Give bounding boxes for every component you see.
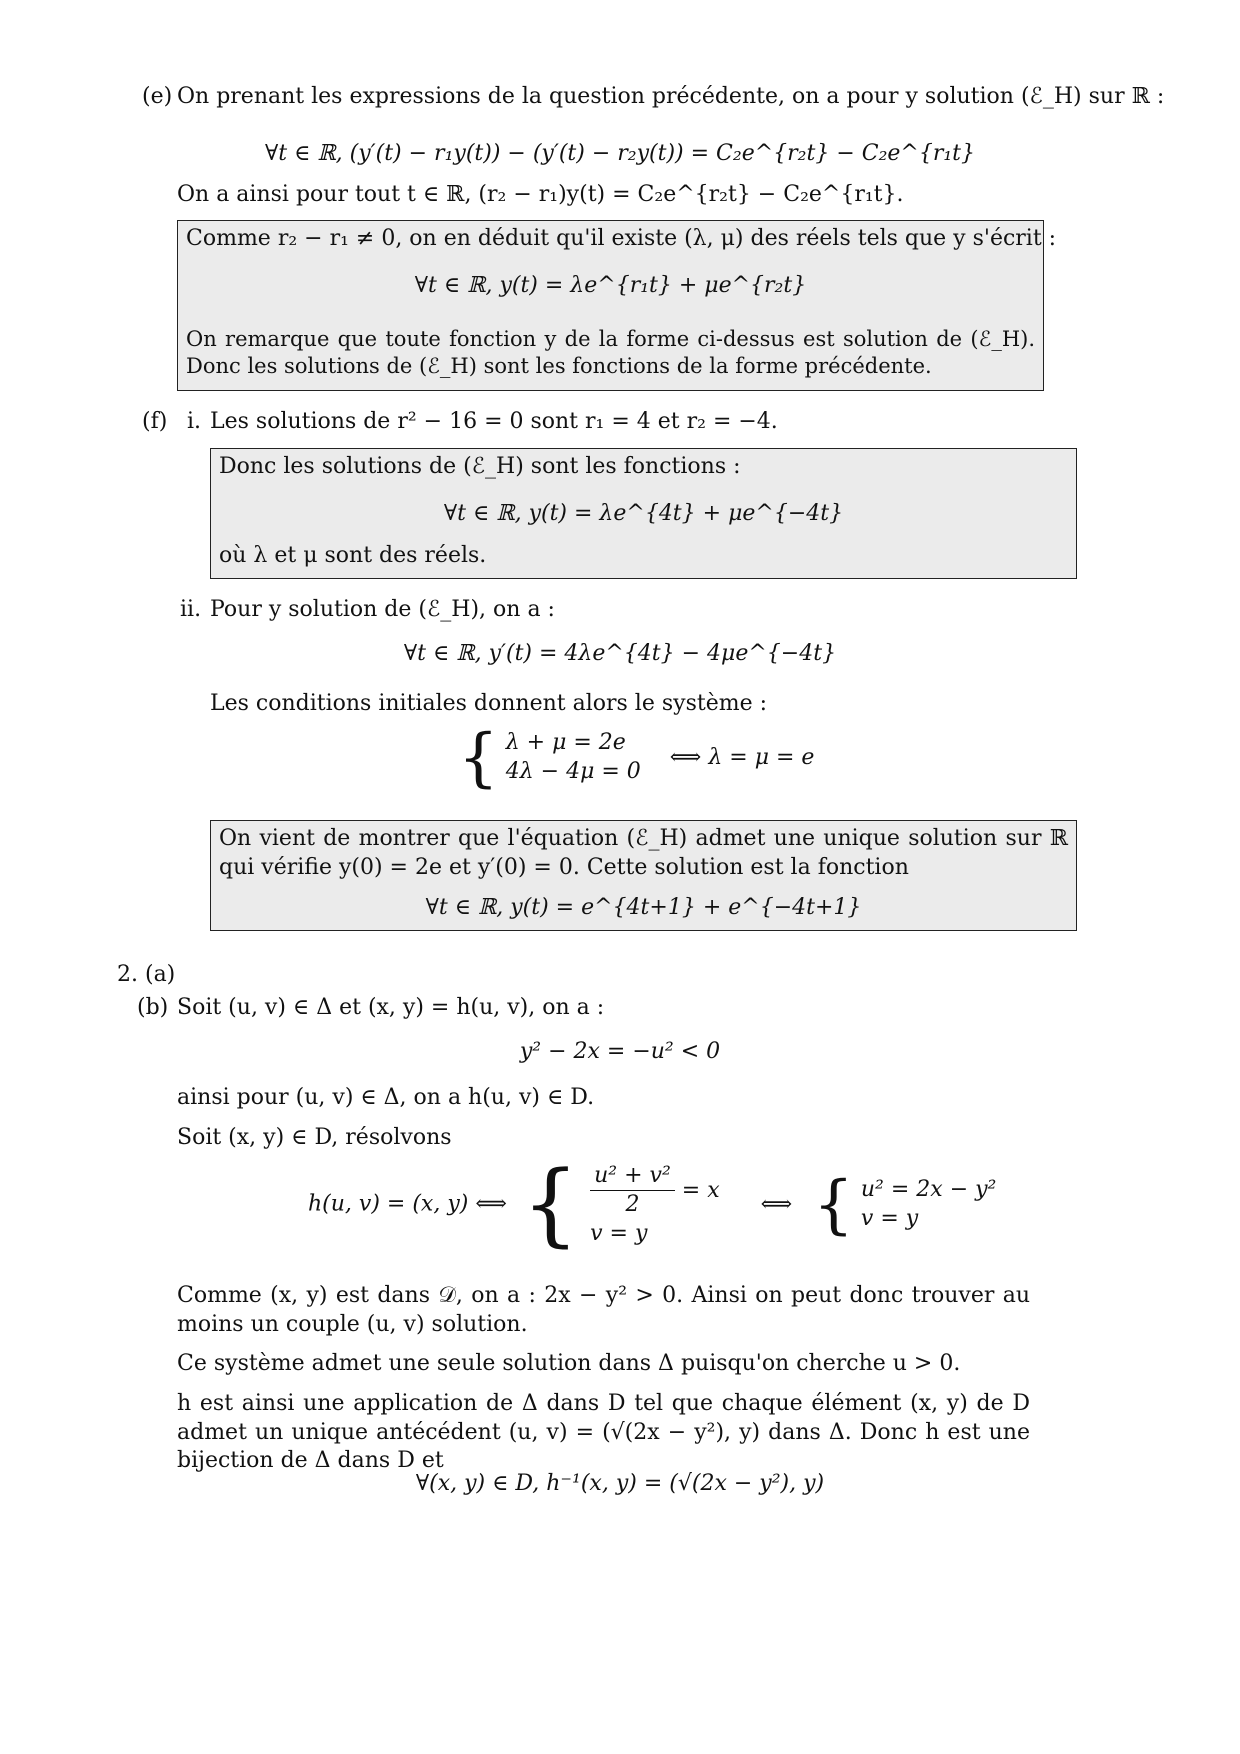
- e-box-line-1: Comme r₂ − r₁ ≠ 0, on en déduit qu'il existe (λ, μ) des réels tels que y s'écrit :: [186, 226, 1057, 251]
- f-ii-conditions: Les conditions initiales donnent alors le système :: [210, 691, 768, 716]
- f-i-result-box: [210, 448, 1077, 579]
- left-brace-icon: {: [521, 1152, 580, 1257]
- fraction-equals-x: = x: [681, 1177, 720, 1203]
- e-line-2: On a ainsi pour tout t ∈ ℝ, (r₂ − r₁)y(t) = C₂e^{r₂t} − C₂e^{r₁t}.: [177, 182, 904, 207]
- system-line-2: 4λ − 4μ = 0: [505, 759, 641, 784]
- e-box-conclusion: On remarque que toute fonction y de la forme ci-dessus est solution de (ℰ_H). Donc les solutions de (ℰ_H) sont les fonctions de la forme précédente.: [186, 327, 1035, 379]
- item-label-2a: 2. (a): [117, 962, 176, 987]
- e-result-box: [177, 220, 1057, 391]
- f-i-text: Les solutions de r² − 16 = 0 sont r₁ = 4 et r₂ = −4.: [210, 409, 778, 434]
- system-line-1: λ + μ = 2e: [505, 730, 626, 756]
- system-v-line: v = y: [590, 1220, 648, 1246]
- b-equation-1: y² − 2x = −u² < 0: [519, 1039, 721, 1064]
- e-equation-1: ∀t ∈ ℝ, (y′(t) − r₁y(t)) − (y′(t) − r₂y(t)) = C₂e^{r₂t} − C₂e^{r₁t}: [264, 141, 976, 166]
- f-ii-box-equation: ∀t ∈ ℝ, y(t) = e^{4t+1} + e^{−4t+1}: [425, 895, 862, 921]
- item-label-e: (e): [142, 84, 173, 109]
- subitem-label-ii: ii.: [180, 597, 202, 622]
- f-i-box-equation: ∀t ∈ ℝ, y(t) = λe^{4t} + μe^{−4t}: [443, 500, 844, 526]
- b-final-equation: ∀(x, y) ∈ D, h⁻¹(x, y) = (√(2x − y²), y): [415, 1471, 825, 1496]
- system-right-line-1: u² = 2x − y²: [860, 1177, 997, 1203]
- fraction-numerator: u² + v²: [590, 1162, 675, 1192]
- f-i-box-line-2: où λ et μ sont des réels.: [219, 543, 487, 569]
- subitem-label-i: i.: [187, 409, 202, 434]
- f-ii-box-text: On vient de montrer que l'équation (ℰ_H) admet une unique solution sur ℝ qui vérifie y(0) = 2e et y′(0) = 0. Cette solution est la fonction: [219, 826, 1068, 880]
- item-label-b: (b): [137, 995, 169, 1020]
- b-paragraph-3: h est ainsi une application de Δ dans D tel que chaque élément (x, y) de D admet un unique antécédent (u, v) = (√(2x − y²), y) dans Δ. Donc h est une bijection de Δ dans D et: [177, 1391, 1030, 1474]
- b-line-1: ainsi pour (u, v) ∈ Δ, on a h(u, v) ∈ D.: [177, 1085, 595, 1110]
- f-ii-equation: ∀t ∈ ℝ, y′(t) = 4λe^{4t} − 4μe^{−4t}: [403, 641, 837, 666]
- f-ii-text: Pour y solution de (ℰ_H), on a :: [210, 597, 555, 622]
- f-i-box-line-1: Donc les solutions de (ℰ_H) sont les fonctions :: [219, 454, 741, 479]
- b-paragraph-1: Comme (x, y) est dans 𝒟, on a : 2x − y² > 0. Ainsi on peut donc trouver au moins un couple (u, v) solution.: [177, 1283, 1030, 1337]
- fraction-denominator: 2: [625, 1192, 640, 1218]
- system-equivalence: ⟺: [760, 1191, 793, 1217]
- f-ii-result-box: [210, 820, 1077, 931]
- e-box-equation: ∀t ∈ ℝ, y(t) = λe^{r₁t} + μe^{r₂t}: [414, 272, 807, 298]
- f-ii-system: [458, 721, 815, 795]
- system-result: ⟺ λ = μ = e: [669, 744, 815, 770]
- b-intro: Soit (u, v) ∈ Δ et (x, y) = h(u, v), on a :: [177, 995, 605, 1020]
- left-brace-icon: {: [458, 721, 499, 795]
- b-system: [308, 1152, 997, 1257]
- system-right-line-2: v = y: [860, 1206, 919, 1231]
- e-intro: On prenant les expressions de la question précédente, on a pour y solution (ℰ_H) sur ℝ :: [177, 84, 1165, 109]
- system-lhs: h(u, v) = (x, y) ⟺: [308, 1191, 507, 1217]
- right-system-brace-icon: {: [813, 1168, 854, 1242]
- b-paragraph-2: Ce système admet une seule solution dans Δ puisqu'on cherche u > 0.: [177, 1351, 961, 1376]
- b-line-2: Soit (x, y) ∈ D, résolvons: [177, 1125, 452, 1150]
- item-label-f: (f): [142, 409, 168, 434]
